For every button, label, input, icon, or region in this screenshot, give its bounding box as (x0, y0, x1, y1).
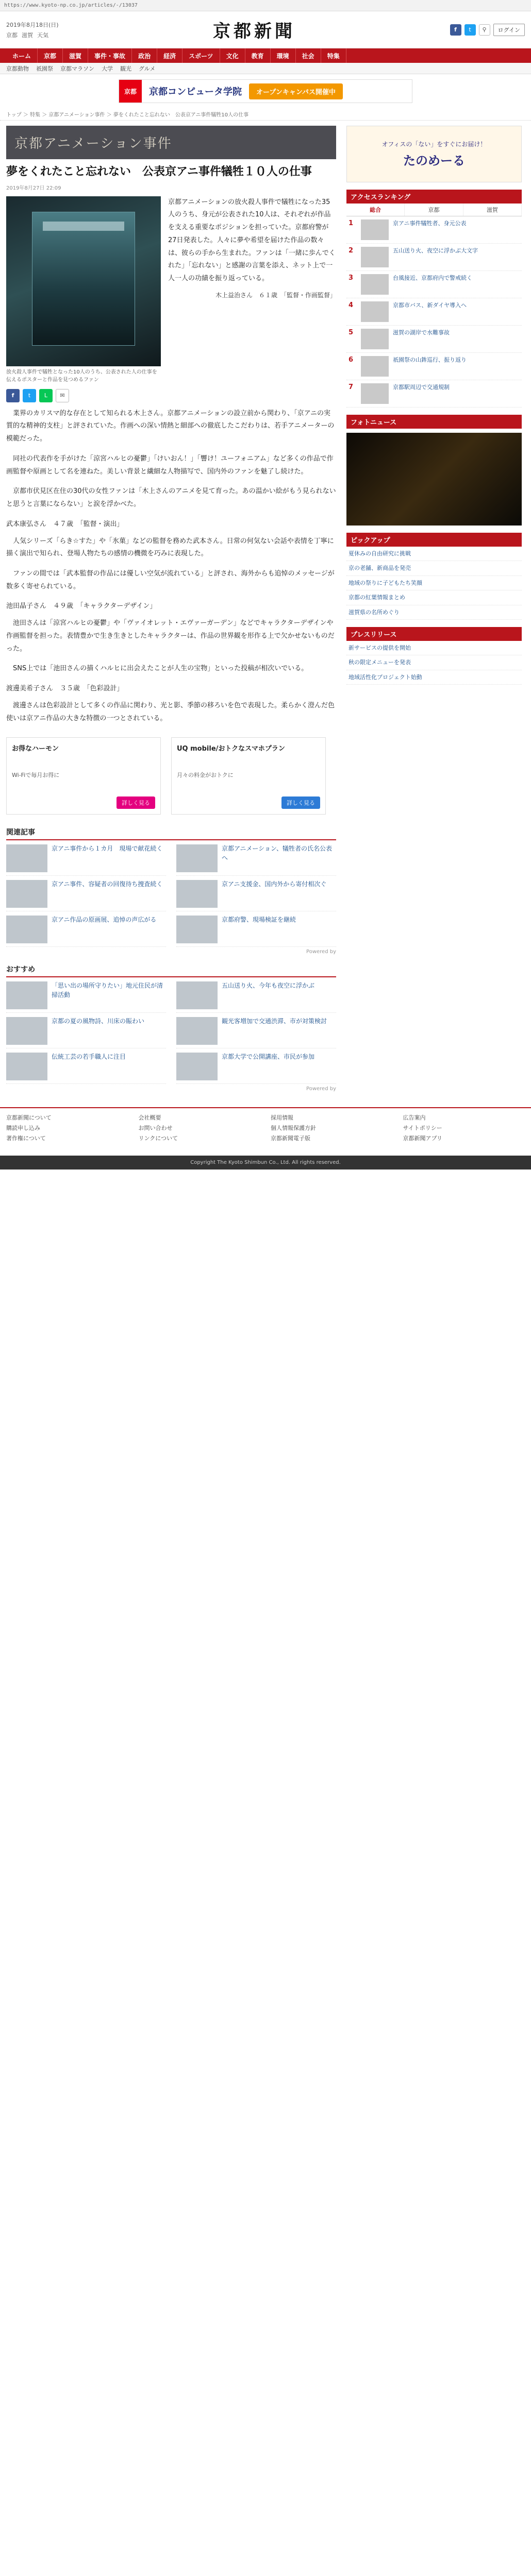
masthead-right (450, 24, 525, 36)
nav-item-society[interactable]: 社会 (296, 48, 321, 63)
mail-icon[interactable]: ✉ (56, 389, 69, 402)
press-item[interactable]: 秋の限定メニューを発表 (346, 655, 522, 670)
body-paragraph: 業界のカリスマ的な存在として知られる木上さん。京都アニメーションの設立前から関わり、「京アニの実質的な精神的支柱」と評されていた。作画への深い情熱と細部への徹底したこだわりは、若手アニメーターの模範だった。 (6, 409, 335, 443)
thumbnail (361, 383, 389, 404)
press-release-title: プレスリリース (346, 627, 522, 641)
thumbnail (6, 981, 47, 1009)
subnav-item[interactable]: 京都動物 (6, 65, 29, 72)
main-column (6, 126, 336, 1092)
ranking-item-title: 五山送り火、夜空に浮かぶ大文字 (393, 247, 478, 254)
nav-item-education[interactable]: 教育 (245, 48, 271, 63)
nav-item-sports[interactable]: スポーツ (182, 48, 220, 63)
photo-figure (6, 196, 161, 384)
recommend-grid (6, 981, 336, 1084)
side-banner-brand: たのめーる (403, 154, 465, 168)
footer-link[interactable]: 採用情報 (271, 1114, 293, 1122)
ad-title: UQ mobile/おトクなスマホプラン (177, 745, 285, 753)
ranking-list (346, 216, 522, 408)
pickup-title: ピックアップ (346, 533, 522, 547)
list-item-title: 観光客増加で交通渋滞、市が対策検討 (222, 1018, 327, 1025)
thumbnail (176, 1053, 218, 1080)
ad-card[interactable] (6, 737, 161, 815)
rank-number: 7 (349, 383, 354, 391)
site-logo[interactable]: 京都新聞 (213, 21, 296, 42)
page-layout (0, 121, 531, 1092)
list-item[interactable] (6, 880, 166, 911)
article-byline: 木上益治さん ６１歳 「監督・作画監督」 (215, 291, 336, 299)
side-ad-banner[interactable] (346, 126, 522, 182)
footer-link[interactable]: 購読申し込み (6, 1125, 40, 1132)
footer-link[interactable]: 京都新聞について (6, 1114, 52, 1122)
side-column (346, 126, 522, 1092)
side-banner-tagline: オフィスの「ない」をすぐにお届け！ (381, 141, 487, 148)
pickup-list (346, 547, 522, 620)
tab-ranking-shiga[interactable]: 滋賀 (463, 204, 522, 216)
site-footer (0, 1107, 531, 1170)
footer-link[interactable]: 個人情報保護方針 (271, 1125, 316, 1132)
search-icon[interactable]: ⚲ (479, 24, 490, 36)
region-links (6, 31, 59, 39)
tab-ranking-kyoto[interactable]: 京都 (405, 204, 463, 216)
article-hero (6, 126, 336, 159)
list-item-title: 京アニ支援金、国内外から寄付相次ぐ (222, 880, 327, 888)
poster-title-strip (43, 222, 124, 231)
footer-link[interactable]: リンクについて (138, 1135, 178, 1142)
subnav-item[interactable]: 祇園祭 (36, 65, 53, 72)
related-articles (6, 827, 336, 955)
list-item-title: 京アニ作品の原画展、追悼の声広がる (52, 916, 157, 924)
article-photo[interactable] (6, 196, 161, 366)
list-item[interactable] (176, 1017, 336, 1048)
thumbnail (361, 247, 389, 267)
ranking-tabs (346, 204, 522, 216)
thumbnail (176, 916, 218, 943)
line-icon[interactable]: L (39, 389, 53, 402)
global-nav (0, 48, 531, 63)
twitter-icon[interactable]: t (464, 24, 476, 36)
list-item[interactable] (176, 916, 336, 947)
nav-item-features[interactable]: 特集 (321, 48, 346, 63)
list-item-title: 「思い出の場所守りたい」地元住民が清掃活動 (52, 982, 163, 998)
region-link-shiga[interactable]: 滋賀 (22, 31, 33, 39)
related-title: 関連記事 (6, 827, 336, 840)
body-paragraph: 渡邊さんは色彩設計として多くの作品に関わり、光と影、季節の移ろいを色で表現した。柔らかく澄んだ色使いは京アニ作品の大きな特徴の一つとされている。 (6, 702, 335, 722)
top-ad-banner[interactable] (119, 79, 412, 103)
photo-news-title: フォトニュース (346, 415, 522, 429)
rank-number: 4 (349, 301, 354, 309)
list-item[interactable] (176, 880, 336, 911)
feature-kicker: 京都アニメーション事件 (14, 136, 172, 151)
body-paragraph: 人気シリーズ「らき☆すた」や「氷菓」などの監督を務めた武本さん。日常の何気ない会話や表情を丁寧に描く演出で知られ、登場人物たちの感情の機微を巧みに表現した。 (6, 537, 334, 558)
ranking-item[interactable] (346, 380, 522, 408)
ranking-item-title: 京都駅周辺で交通規制 (393, 384, 450, 391)
ranking-item[interactable] (346, 216, 522, 244)
rank-number: 3 (349, 274, 354, 282)
list-item-title: 京アニ事件から１カ月 現場で献花続く (52, 845, 163, 853)
nav-item-kyoto[interactable]: 京都 (38, 48, 63, 63)
ranking-item-title: 台風接近、京都府内で警戒続く (393, 275, 472, 281)
url-text: https://www.kyoto-np.co.jp/articles/-/13037 (4, 3, 138, 8)
list-item-title: 五山送り火、今年も夜空に浮かぶ (222, 982, 315, 990)
copyright: Copyright The Kyoto Shimbun Co., Ltd. All rights reserved. (0, 1156, 531, 1170)
list-item[interactable] (6, 916, 166, 947)
facebook-icon[interactable]: f (450, 24, 461, 36)
breadcrumb[interactable]: トップ ＞ 特集 ＞ 京都アニメーション事件 ＞ 夢をくれたこと忘れない 公表京アニ事件犠牲10人の仕事 (0, 108, 531, 121)
recommend-title: おすすめ (6, 964, 336, 977)
rank-number: 5 (349, 329, 354, 336)
rank-number: 1 (349, 219, 354, 227)
thumbnail (6, 1017, 47, 1045)
body-paragraph: SNS上では「池田さんの描くハルヒに出会えたことが人生の宝物」といった投稿が相次いでいる。 (13, 665, 308, 673)
related-grid (6, 844, 336, 947)
region-link-kyoto[interactable]: 京都 (6, 31, 18, 39)
ranking-item-title: 滋賀の湖岸で水難事故 (393, 329, 450, 336)
body-paragraph: 池田さんは「涼宮ハルヒの憂鬱」や「ヴァイオレット・エヴァーガーデン」などでキャラクターデザインや作画監督を担った。表情豊かで生き生きとしたキャラクターは、作品の世界観を形作る上で欠かせないものだった。 (6, 619, 335, 653)
thumbnail (176, 844, 218, 872)
footer-link[interactable]: お問い合わせ (138, 1125, 173, 1132)
ranking-item[interactable] (346, 298, 522, 326)
list-item-title: 京都アニメーション、犠牲者の氏名公表へ (222, 845, 332, 861)
thumbnail (361, 356, 389, 377)
list-item-title: 京都大学で公開講座、市民が参加 (222, 1053, 315, 1061)
subnav-item[interactable]: 観光 (120, 65, 131, 72)
powered-by: Powered by (306, 949, 336, 955)
ranking-item-title: 祇園祭の山鉾巡行、振り返り (393, 357, 467, 363)
share-buttons (6, 389, 336, 402)
ad-subtitle: 月々の料金がおトクに (177, 771, 234, 778)
masthead-left (6, 21, 59, 39)
thumbnail (176, 1017, 218, 1045)
list-item[interactable] (6, 844, 166, 876)
press-item[interactable]: 新サービスの提供を開始 (346, 641, 522, 655)
masthead (0, 11, 531, 48)
list-item[interactable] (176, 1053, 336, 1084)
thumbnail (361, 219, 389, 240)
thumbnail (6, 1053, 47, 1080)
list-item-title: 京都の夏の風物詩、川床の賑わい (52, 1018, 145, 1025)
article-dateline: 2019年8月27日 22:09 (6, 185, 61, 191)
victim-name: 渡邊美希子さん ３５歳 「色彩設計」 (6, 685, 124, 693)
ad-button[interactable]: 詳しく見る (117, 796, 155, 809)
browser-address-bar[interactable] (0, 0, 531, 11)
ranking-item-title: 京アニ事件犠牲者、身元公表 (393, 220, 467, 227)
ranking-item[interactable] (346, 244, 522, 271)
photo-news-image[interactable] (346, 433, 522, 526)
poster-image (32, 212, 135, 346)
thumbnail (6, 880, 47, 908)
subnav-item[interactable]: 大学 (102, 65, 113, 72)
login-button[interactable]: ログイン (493, 24, 525, 36)
thumbnail (361, 301, 389, 322)
ranking-item[interactable] (346, 326, 522, 353)
sub-nav (0, 63, 531, 74)
list-item[interactable] (176, 844, 336, 876)
tab-ranking-all[interactable]: 総合 (346, 204, 405, 216)
thumbnail (361, 274, 389, 295)
footer-link[interactable]: サイトポリシー (403, 1125, 442, 1132)
press-release-list (346, 641, 522, 685)
pickup-item[interactable]: 地域の祭りに子どもたち笑顔 (346, 576, 522, 590)
current-date: 2019年8月18日(日) (6, 21, 59, 28)
pickup-item[interactable]: 京都の紅葉情報まとめ (346, 590, 522, 605)
thumbnail (176, 981, 218, 1009)
recommend-articles (6, 964, 336, 1092)
subnav-item[interactable]: 京都マラソン (60, 65, 94, 72)
footer-link[interactable]: 著作権について (6, 1135, 46, 1142)
nav-item-environment[interactable]: 環境 (271, 48, 296, 63)
nav-item-politics[interactable]: 政治 (132, 48, 157, 63)
ad-subtitle: Wi-Fiで毎月お得に (12, 771, 60, 778)
footer-link[interactable]: 広告案内 (403, 1114, 426, 1122)
article-top (6, 196, 336, 384)
weather-link[interactable]: 天気 (37, 31, 48, 39)
ranking-item[interactable] (346, 353, 522, 380)
footer-link[interactable]: 会社概要 (138, 1114, 161, 1122)
footer-links (0, 1107, 531, 1147)
nav-item-shiga[interactable]: 滋賀 (63, 48, 88, 63)
twitter-icon[interactable]: t (23, 389, 36, 402)
footer-link[interactable]: 京都新聞アプリ (403, 1135, 443, 1142)
powered-by: Powered by (306, 1086, 336, 1092)
pickup-item[interactable]: 夏休みの自由研究に挑戦 (346, 547, 522, 561)
photo-caption: 放火殺人事件で犠牲となった10人のうち、公表された人の仕事を伝えるポスターと作品を見つめるファン (6, 369, 157, 383)
facebook-icon[interactable]: f (6, 389, 20, 402)
nav-item-incidents[interactable]: 事件・事故 (88, 48, 132, 63)
thumbnail (176, 880, 218, 908)
nav-item-culture[interactable]: 文化 (220, 48, 245, 63)
list-item-title: 京アニ事件、容疑者の回復待ち捜査続く (52, 880, 163, 888)
list-item[interactable] (6, 981, 166, 1013)
sponsored-ads (6, 737, 336, 815)
ad-school-name: 京都コンピュータ学院 (149, 87, 242, 97)
list-item[interactable] (176, 981, 336, 1013)
lead-block (168, 196, 336, 384)
footer-link[interactable]: 京都新聞電子版 (271, 1135, 310, 1142)
victim-name: 池田晶子さん ４９歳 「キャラクターデザイン」 (6, 602, 157, 611)
list-item-title: 京都府警、現場検証を継続 (222, 916, 296, 924)
rank-number: 6 (349, 356, 354, 364)
victim-name: 武本康弘さん ４７歳 「監督・演出」 (6, 520, 124, 528)
article-headline: 夢をくれたこと忘れない 公表京アニ事件犠牲１０人の仕事 (6, 165, 312, 178)
rank-number: 2 (349, 247, 354, 255)
nav-item-economy[interactable]: 経済 (157, 48, 182, 63)
ranking-item-title: 京都市バス、新ダイヤ導入へ (393, 302, 467, 309)
ad-cta-button[interactable]: オープンキャンパス開催中 (249, 83, 343, 99)
ad-tag: 京都 (119, 80, 142, 103)
thumbnail (6, 844, 47, 872)
thumbnail (6, 916, 47, 943)
nav-item-home[interactable]: ホーム (6, 48, 38, 63)
body-paragraph: ファンの間では「武本監督の作品には優しい空気が流れている」と評され、海外からも追悼のメッセージが数多く寄せられている。 (6, 569, 335, 590)
ranking-item[interactable] (346, 271, 522, 298)
list-item[interactable] (6, 1017, 166, 1048)
ad-title: お得なハーモン (12, 745, 59, 753)
list-item[interactable] (6, 1053, 166, 1084)
body-paragraph: 同社の代表作を手がけた「涼宮ハルヒの憂鬱」「けいおん！」「響け！ユーフォニアム」など多くの作品で作画監督や原画として名を連ねた。美しい背景と繊細な人物描写で、国内外のファンを魅了し続けた。 (6, 454, 334, 476)
pickup-item[interactable]: 滋賀県の名所めぐり (346, 605, 522, 620)
ad-button[interactable]: 詳しく見る (281, 796, 320, 809)
list-item-title: 伝統工芸の若手職人に注目 (52, 1053, 126, 1061)
ranking-title: アクセスランキング (346, 190, 522, 204)
ad-card[interactable] (171, 737, 326, 815)
article-lead: 京都アニメーションの放火殺人事件で犠牲になった35人のうち、身元が公表された10人は、それぞれが作品を支える重要なポジションを担っていた。京都府警が27日発表した。人々に夢や希望を届けた作品の数々は、彼らの手から生まれた。ファンは「一緒に歩んでくれた」「忘れない」と感謝の言葉を添え、ネット上で一人一人の功績を振り返っている。 (168, 198, 336, 282)
press-item[interactable]: 地域活性化プロジェクト始動 (346, 670, 522, 685)
subnav-item[interactable]: グルメ (139, 65, 156, 72)
body-paragraph: 京都市伏見区在住の30代の女性ファンは「木上さんのアニメを見て育った。あの温かい絵がもう見られないと思うと言葉にならない」と涙を浮かべた。 (6, 487, 336, 508)
thumbnail (361, 329, 389, 349)
article-body (6, 408, 336, 725)
pickup-item[interactable]: 京の老舗、新商品を発売 (346, 561, 522, 575)
